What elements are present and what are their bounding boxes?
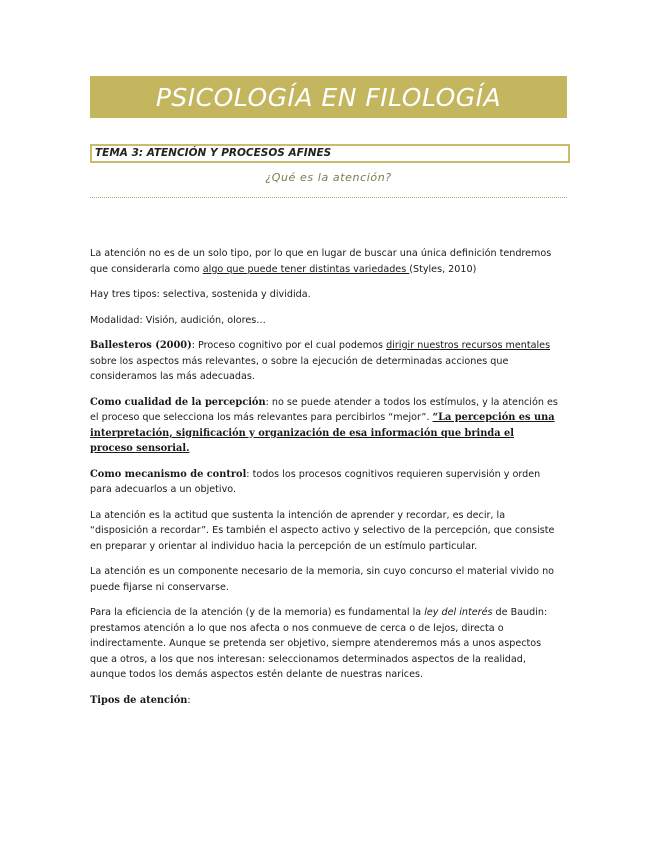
paragraph-attention-types (90, 693, 560, 709)
text-run: (Styles, 2010) (409, 263, 477, 275)
section-question: ¿Qué es la atención? (265, 171, 392, 184)
text-run: La atención no es de un solo tipo, por lo que en lugar de buscar una única definición tendremos que considerarla como (90, 248, 552, 275)
paragraph-control (90, 467, 560, 498)
bold-term: Como cualidad de la percepción (90, 396, 266, 408)
paragraph-definition (90, 246, 560, 277)
page-title-banner (90, 76, 567, 118)
paragraph-modality: Modalidad: Visión, audición, olores… (90, 314, 266, 326)
text-run: : todos los procesos cognitivos requieren supervisión y orden para adecuarlos a un objetivo. (90, 468, 541, 495)
bold-term: Tipos de atención (90, 694, 188, 706)
bold-underlined-quote: “La percepción es una interpretación, significación y organización de esa información que brinda el proceso sensorial. (90, 412, 555, 454)
bold-term: Como mecanismo de control (90, 468, 247, 480)
paragraph-ballesteros (90, 338, 560, 385)
topic-heading: TEMA 3: ATENCIÓN Y PROCESOS AFINES (90, 144, 570, 163)
text-run: : (187, 694, 191, 706)
dotted-divider (90, 197, 567, 198)
paragraph-types: Hay tres tipos: selectiva, sostenida y dividida. (90, 289, 311, 300)
paragraph-perception (90, 395, 560, 457)
text-run: Para la eficiencia de la atención (y de la memoria) es fundamental la (90, 607, 425, 618)
text-run: sobre los aspectos más relevantes, o sobre la ejecución de determinadas acciones que consideramos las más adecuadas. (90, 355, 509, 382)
underlined-text: algo que puede tener distintas variedades (202, 263, 410, 275)
document-body (90, 246, 560, 718)
paragraph-memory: La atención es un componente necesario de la memoria, sin cuyo concurso el material vivido no puede fijarse ni conservarse. (90, 566, 555, 593)
page-title: PSICOLOGÍA EN FILOLOGÍA (155, 82, 502, 112)
text-run: : no se puede atender a todos los estímulos, y la atención es el proceso que selecciona los más relevantes para percibirlos “mejor”. (90, 396, 558, 423)
text-run: : Proceso cognitivo por el cual podemos (191, 340, 387, 351)
text-run: de Baudin: prestamos atención a lo que nos afecta o nos conmueve de cerca o de lejos, directa o indirectamente. Aunque se pretenda ser objetivo, siempre atenderemos más a unos aspectos que a otros, a los que nos interesan: seleccionamos determinados aspectos de la realidad, aunque todos los demás aspectos estén delante de nuestras narices. (90, 607, 548, 680)
bold-term: Ballesteros (2000) (90, 340, 192, 351)
italic-term: ley del interés (424, 607, 493, 618)
paragraph-attitude: La atención es la actitud que sustenta la intención de aprender y recordar, es decir, la “disposición a recordar”. Es también el aspecto activo y selectivo de la percepción, que consiste en preparar y orientar al individuo hacia la percepción de un estímulo particular. (90, 509, 555, 552)
paragraph-interest-law (90, 605, 560, 683)
underlined-text: dirigir nuestros recursos mentales (386, 340, 551, 351)
